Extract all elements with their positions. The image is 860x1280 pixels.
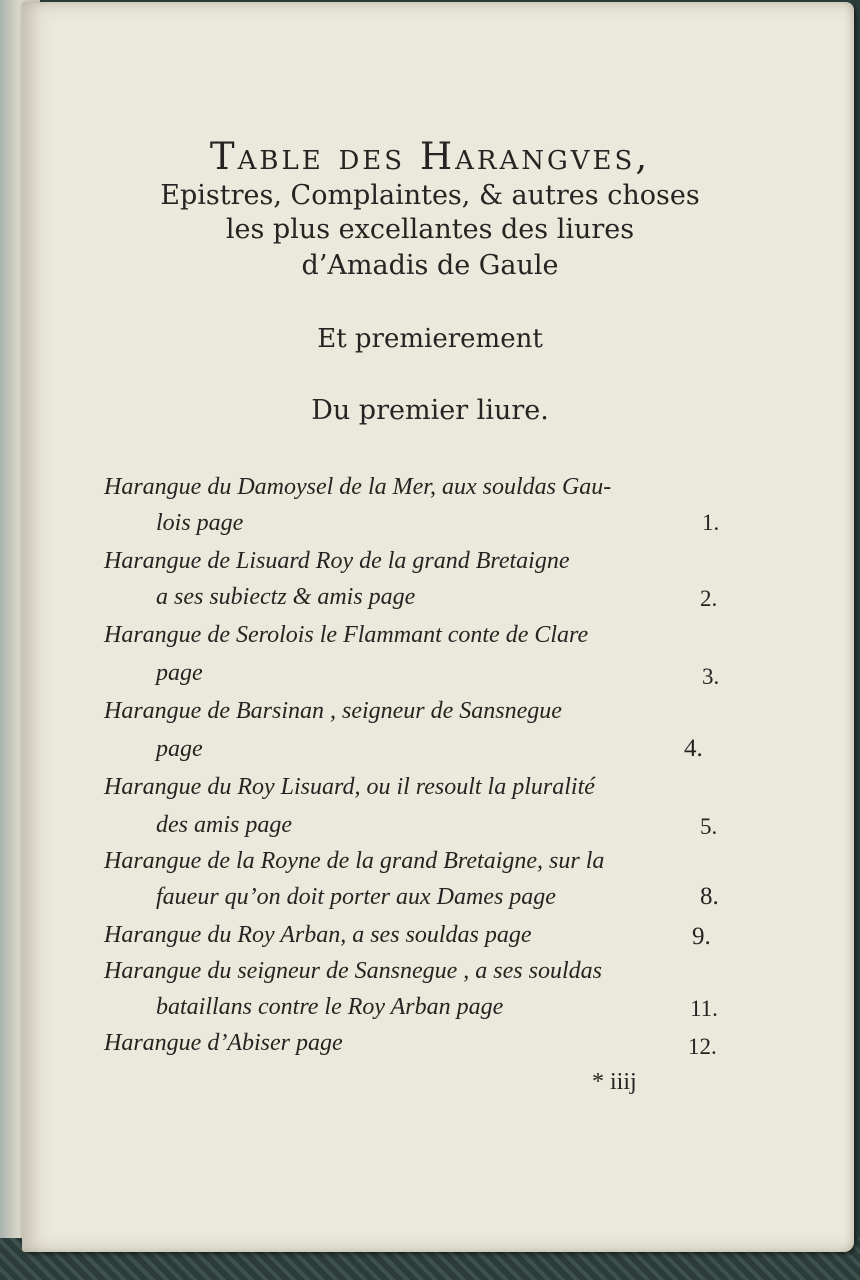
entry-5-line-2: des amis page <box>156 812 292 838</box>
entry-7-line-1: Harangue du Roy Arban, a ses souldas page <box>104 922 532 948</box>
entry-8-line-2: bataillans contre le Roy Arban page <box>156 994 504 1020</box>
table-subtitle-line-3: d’Amadis de Gaule <box>301 250 559 281</box>
entry-2-line-2: a ses subiectz & amis page <box>156 584 416 610</box>
entry-8-page-number: 11. <box>690 996 718 1021</box>
entry-1-page-number: 1. <box>702 510 720 535</box>
entry-5-line-1: Harangue du Roy Lisuard, ou il resoult la pluralité <box>104 774 595 800</box>
entry-2-line-1: Harangue de Lisuard Roy de la grand Bretaigne <box>104 548 570 574</box>
table-subtitle-line-2: les plus excellantes des liures <box>225 214 635 245</box>
entry-4-page-number: 4. <box>684 735 703 762</box>
entry-4-line-1: Harangue de Barsinan , seigneur de Sansnegue <box>104 698 562 724</box>
section-heading: Du premier liure. <box>311 395 549 426</box>
table-title: Table des Harangves, <box>209 135 651 178</box>
entry-6-page-number: 8. <box>700 883 719 910</box>
entry-1-line-1: Harangue du Damoysel de la Mer, aux souldas Gau- <box>104 474 612 500</box>
entry-8-line-1: Harangue du seigneur de Sansnegue , a ses souldas <box>104 958 602 984</box>
signature-mark: * iiij <box>592 1069 637 1095</box>
intro-heading: Et premierement <box>317 324 543 354</box>
entry-1-line-2: lois page <box>156 510 244 536</box>
entry-9-page-number: 12. <box>688 1034 717 1059</box>
table-subtitle-line-1: Epistres, Complaintes, & autres choses <box>160 180 700 211</box>
entry-6-line-2: faueur qu’on doit porter aux Dames page <box>156 884 556 910</box>
entry-5-page-number: 5. <box>700 814 718 839</box>
entry-7-page-number: 9. <box>692 923 711 950</box>
entry-6-line-1: Harangue de la Royne de la grand Bretaigne, sur la <box>104 848 605 874</box>
entry-2-page-number: 2. <box>700 586 718 611</box>
entry-3-line-2: page <box>156 660 203 686</box>
entry-9-line-1: Harangue d’Abiser page <box>104 1030 343 1056</box>
entry-4-line-2: page <box>156 736 203 762</box>
entry-3-line-1: Harangue de Serolois le Flammant conte de Clare <box>104 622 589 648</box>
entry-3-page-number: 3. <box>702 664 720 689</box>
